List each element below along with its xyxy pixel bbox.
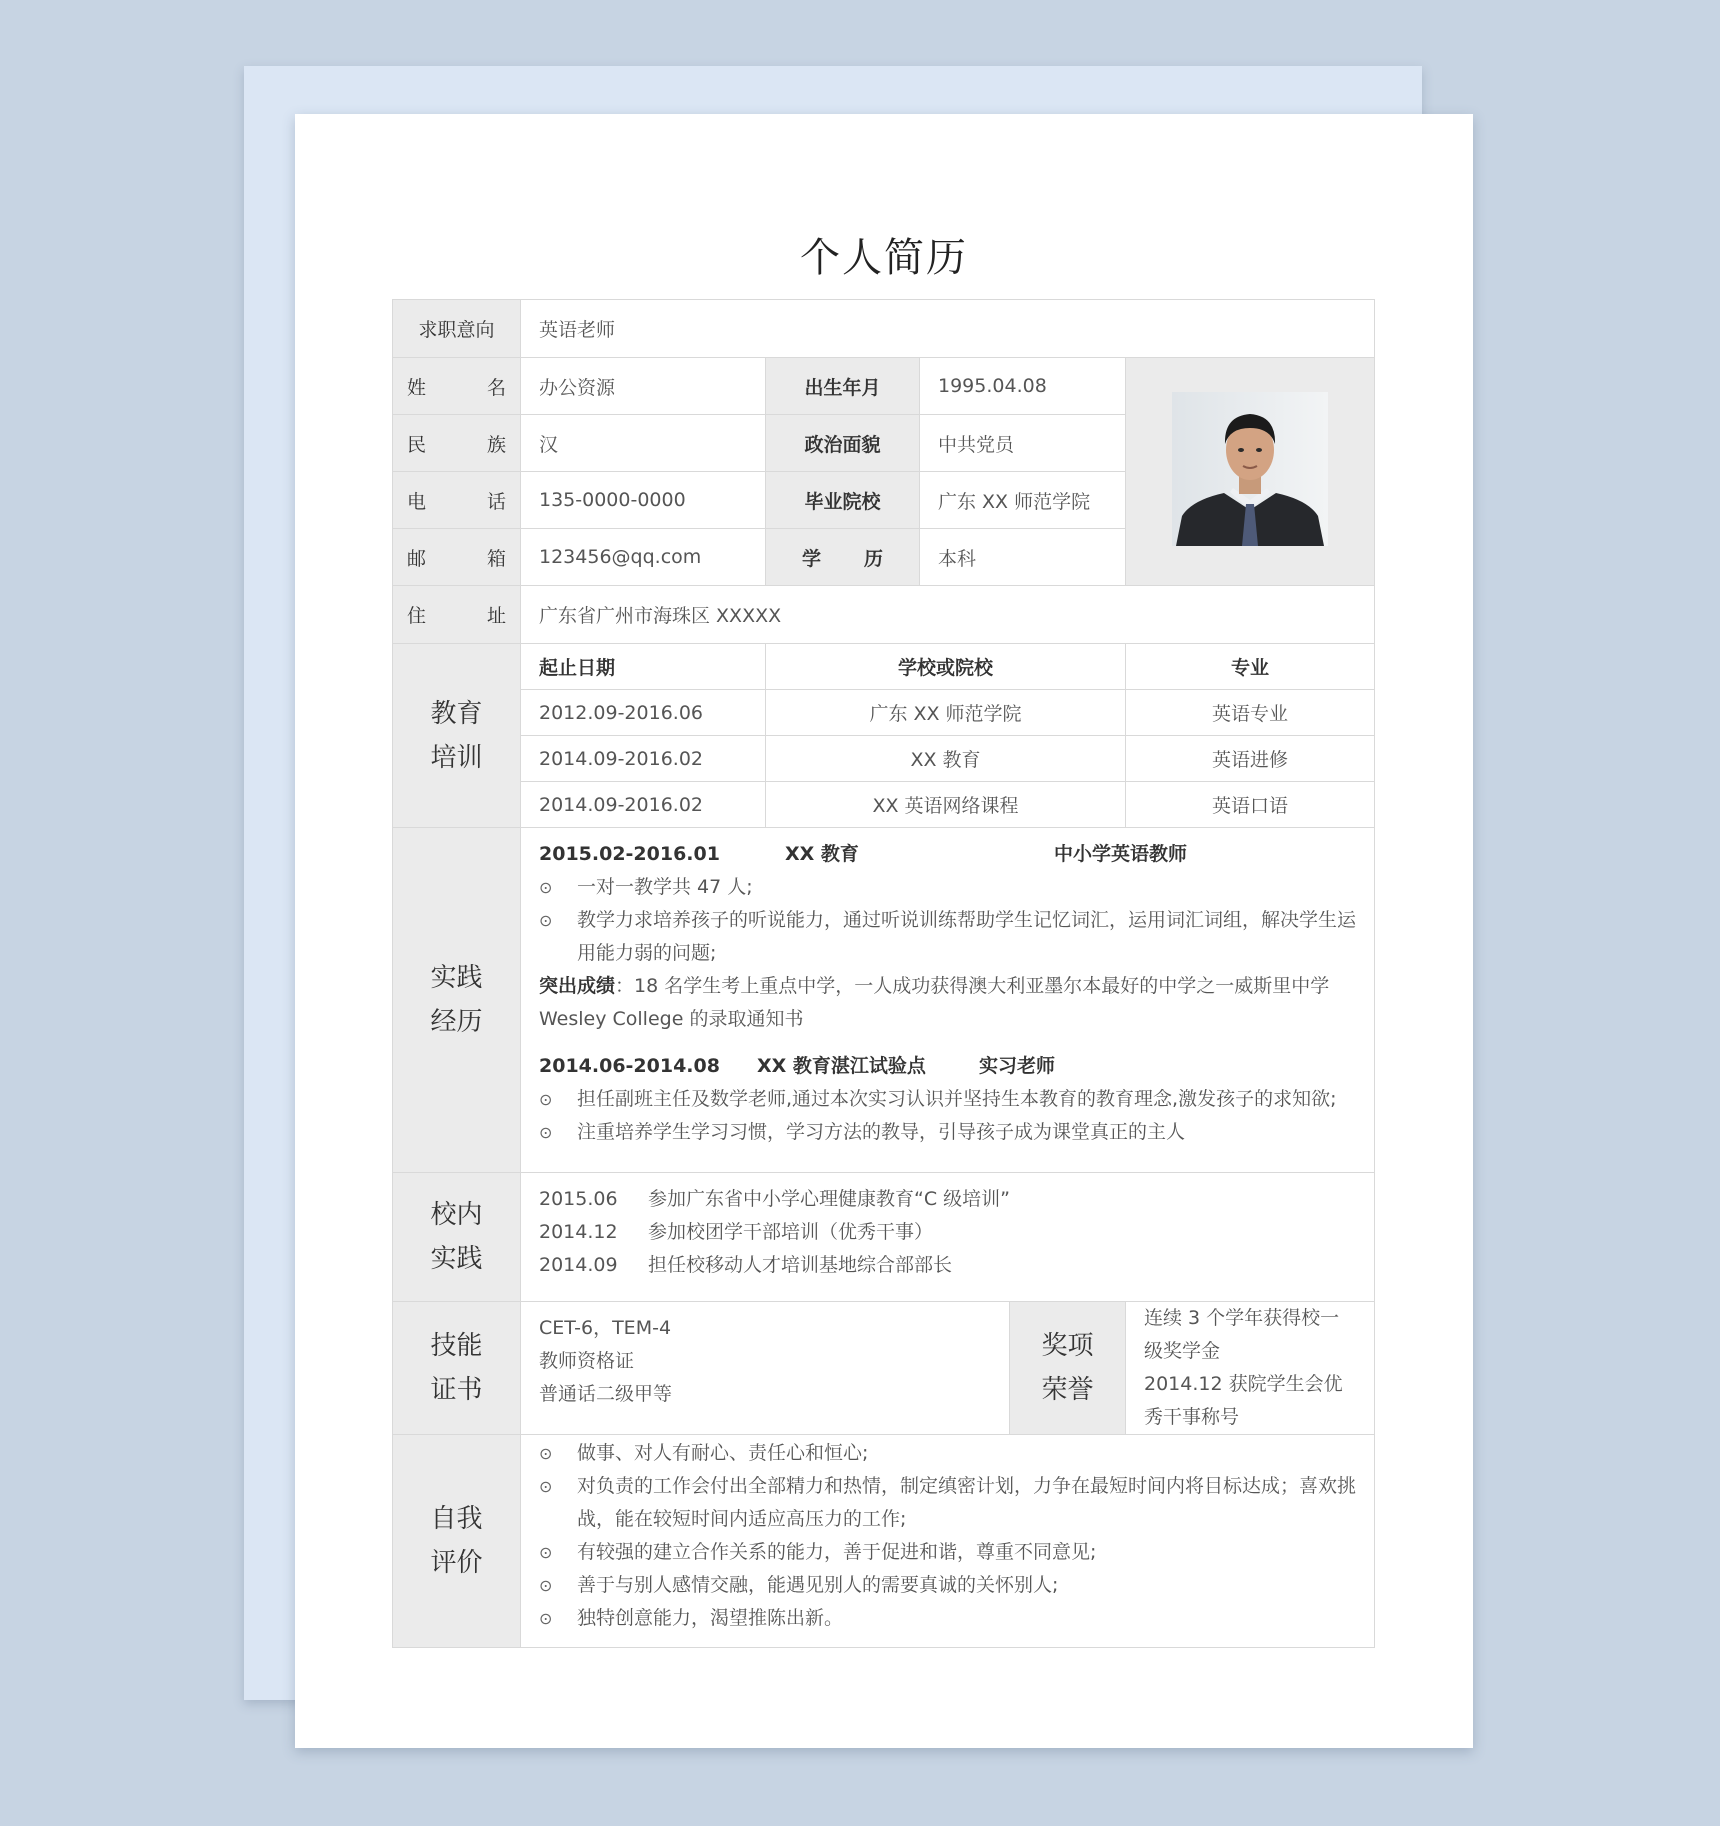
circle-dot-icon: ⊙ bbox=[539, 911, 553, 930]
email-label: 邮 箱 bbox=[393, 529, 521, 586]
ethnic-label: 民 族 bbox=[393, 415, 521, 472]
list-item: 2015.06 参加广东省中小学心理健康教育“C 级培训” bbox=[539, 1188, 1010, 1210]
avatar bbox=[1172, 392, 1328, 546]
skills-row bbox=[393, 1302, 1375, 1435]
list-item: 连续 3 个学年获得校一级奖学金 bbox=[1144, 1307, 1340, 1362]
campus-label: 校内 实践 bbox=[393, 1173, 521, 1302]
awards-content bbox=[1126, 1302, 1375, 1435]
address-value: 广东省广州市海珠区 XXXXX bbox=[521, 586, 1375, 644]
degree-value: 本科 bbox=[920, 529, 1126, 586]
resume-page bbox=[295, 114, 1473, 1748]
edu-school: 广东 XX 师范学院 bbox=[766, 690, 1126, 736]
self-eval-content bbox=[521, 1435, 1375, 1648]
birth-value: 1995.04.08 bbox=[920, 358, 1126, 415]
job-label: 求职意向 bbox=[393, 300, 521, 358]
practice-entry-header: 2015.02-2016.01 XX 教育 中小学英语教师 bbox=[539, 843, 1188, 865]
list-item: ⊙ 教学力求培养孩子的听说能力，通过听说训练帮助学生记忆词汇，运用词汇词组，解决学生运用能力弱的问题; bbox=[539, 904, 1356, 970]
practice-row bbox=[393, 828, 1375, 1173]
campus-content bbox=[521, 1173, 1375, 1302]
list-item: 2014.09 担任校移动人才培训基地综合部部长 bbox=[539, 1254, 953, 1276]
edu-major: 英语专业 bbox=[1126, 690, 1375, 736]
circle-dot-icon: ⊙ bbox=[539, 1123, 553, 1142]
self-eval-label: 自我 评价 bbox=[393, 1435, 521, 1648]
edu-col-major: 专业 bbox=[1126, 644, 1375, 690]
address-row bbox=[393, 586, 1375, 644]
list-item: ⊙ 有较强的建立合作关系的能力，善于促进和谐，尊重不同意见; bbox=[539, 1536, 1356, 1569]
list-item: ⊙ 独特创意能力，渴望推陈出新。 bbox=[539, 1602, 1356, 1635]
edu-date: 2014.09-2016.02 bbox=[521, 736, 766, 782]
address-label: 住 址 bbox=[393, 586, 521, 644]
practice-entry-header: 2014.06-2014.08 XX 教育湛江试验点 实习老师 bbox=[539, 1055, 1056, 1077]
education-header-row bbox=[393, 644, 1375, 690]
page-title: 个人简历 bbox=[800, 235, 968, 281]
edu-col-school: 学校或院校 bbox=[766, 644, 1126, 690]
resume-table bbox=[392, 299, 1375, 1648]
portrait-image bbox=[1172, 392, 1328, 546]
awards-label: 奖项 荣誉 bbox=[1010, 1302, 1126, 1435]
table-row bbox=[393, 782, 1375, 828]
table-row bbox=[393, 736, 1375, 782]
circle-dot-icon: ⊙ bbox=[539, 1576, 553, 1595]
edu-col-date: 起止日期 bbox=[521, 644, 766, 690]
edu-school: XX 教育 bbox=[766, 736, 1126, 782]
highlight-achievement: 突出成绩：18 名学生考上重点中学，一人成功获得澳大利亚墨尔本最好的中学之一威斯里中学 Wesley College 的录取通知书 bbox=[539, 975, 1330, 1030]
circle-dot-icon: ⊙ bbox=[539, 1444, 553, 1463]
name-label: 姓 名 bbox=[393, 358, 521, 415]
email-value: 123456@qq.com bbox=[521, 529, 766, 586]
photo-cell bbox=[1126, 358, 1375, 586]
school-label: 毕业院校 bbox=[766, 472, 920, 529]
degree-label: 学 历 bbox=[766, 529, 920, 586]
circle-dot-icon: ⊙ bbox=[539, 1477, 553, 1496]
politics-label: 政治面貌 bbox=[766, 415, 920, 472]
list-item: 普通话二级甲等 bbox=[539, 1383, 673, 1405]
list-item: ⊙ 对负责的工作会付出全部精力和热情，制定缜密计划，力争在最短时间内将目标达成；喜欢挑战，能在较短时间内适应高压力的工作; bbox=[539, 1470, 1356, 1536]
list-item: ⊙ 善于与别人感情交融，能遇见别人的需要真诚的关怀别人; bbox=[539, 1569, 1356, 1602]
campus-row bbox=[393, 1173, 1375, 1302]
job-value: 英语老师 bbox=[521, 300, 1375, 358]
edu-date: 2014.09-2016.02 bbox=[521, 782, 766, 828]
politics-value: 中共党员 bbox=[920, 415, 1126, 472]
list-item: ⊙ 担任副班主任及数学老师,通过本次实习认识并坚持生本教育的教育理念,激发孩子的求知欲; bbox=[539, 1083, 1356, 1116]
skills-label: 技能 证书 bbox=[393, 1302, 521, 1435]
ethnic-value: 汉 bbox=[521, 415, 766, 472]
edu-date: 2012.09-2016.06 bbox=[521, 690, 766, 736]
name-value: 办公资源 bbox=[521, 358, 766, 415]
list-item: CET-6，TEM-4 bbox=[539, 1317, 672, 1339]
skills-content bbox=[521, 1302, 1010, 1435]
job-row bbox=[393, 300, 1375, 358]
practice-content bbox=[521, 828, 1375, 1173]
phone-label: 电 话 bbox=[393, 472, 521, 529]
list-item: 2014.12 参加校团学干部培训（优秀干事） bbox=[539, 1221, 934, 1243]
self-eval-row bbox=[393, 1435, 1375, 1648]
edu-major: 英语进修 bbox=[1126, 736, 1375, 782]
circle-dot-icon: ⊙ bbox=[539, 878, 553, 897]
circle-dot-icon: ⊙ bbox=[539, 1090, 553, 1109]
circle-dot-icon: ⊙ bbox=[539, 1543, 553, 1562]
edu-school: XX 英语网络课程 bbox=[766, 782, 1126, 828]
edu-major: 英语口语 bbox=[1126, 782, 1375, 828]
practice-label: 实践 经历 bbox=[393, 828, 521, 1173]
list-item: ⊙ 注重培养学生学习习惯，学习方法的教导，引导孩子成为课堂真正的主人 bbox=[539, 1116, 1356, 1149]
phone-value: 135-0000-0000 bbox=[521, 472, 766, 529]
list-item: ⊙ 做事、对人有耐心、责任心和恒心; bbox=[539, 1437, 1356, 1470]
table-row bbox=[393, 690, 1375, 736]
list-item: ⊙ 一对一教学共 47 人; bbox=[539, 871, 1356, 904]
circle-dot-icon: ⊙ bbox=[539, 1609, 553, 1628]
birth-label: 出生年月 bbox=[766, 358, 920, 415]
list-item: 教师资格证 bbox=[539, 1350, 635, 1372]
school-value: 广东 XX 师范学院 bbox=[920, 472, 1126, 529]
education-label: 教育 培训 bbox=[393, 644, 521, 828]
name-row bbox=[393, 358, 1375, 415]
list-item: 2014.12 获院学生会优秀干事称号 bbox=[1144, 1373, 1343, 1428]
